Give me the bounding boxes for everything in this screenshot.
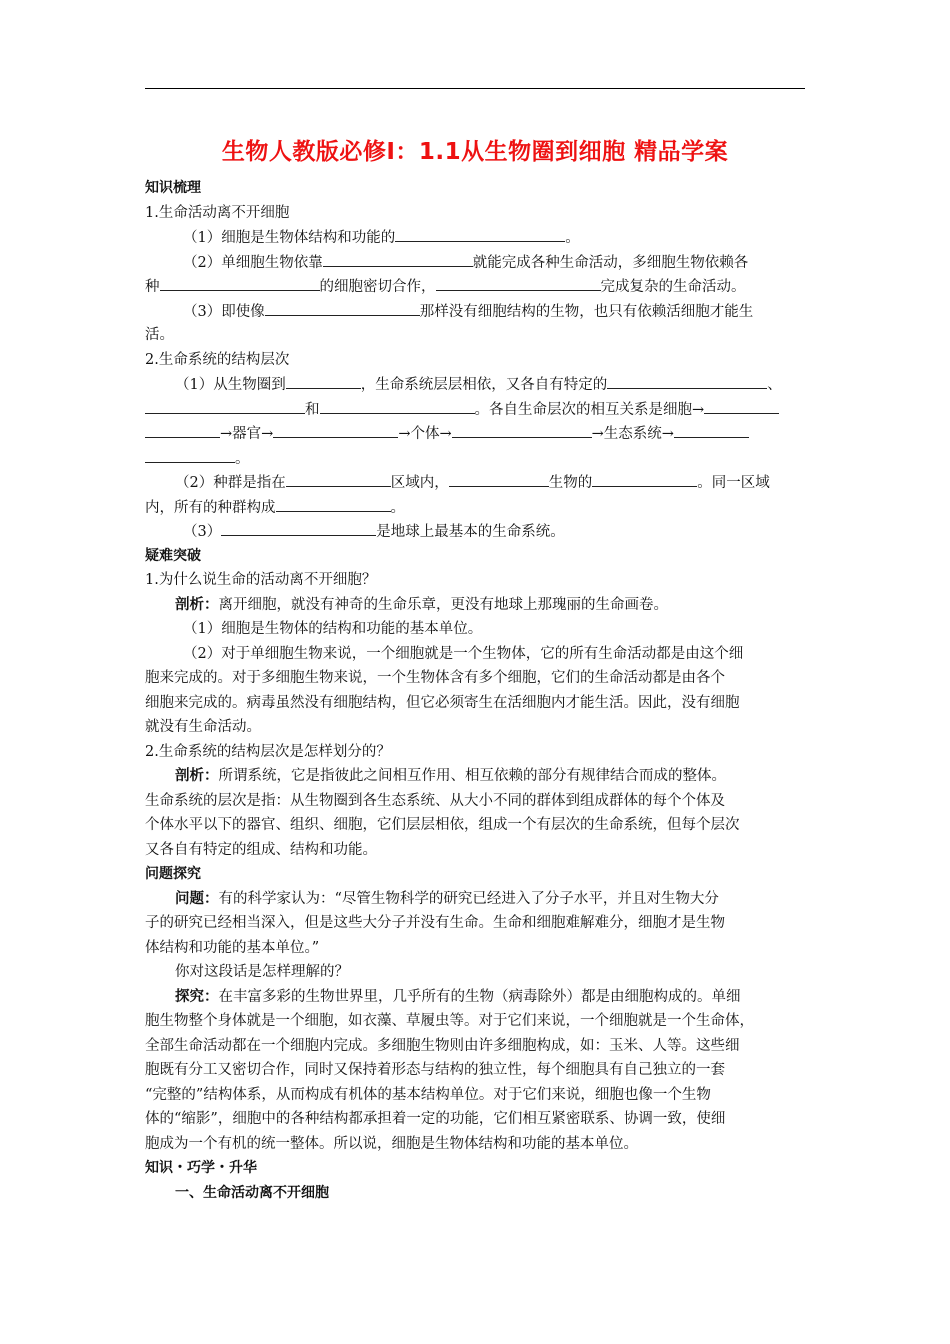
text: 是地球上最基本的生命系统。 [376,524,565,540]
paragraph-line [145,593,810,618]
text: 生物的 [548,475,593,491]
paragraph-line: 全部生命活动都在一个细胞内完成。多细胞生物则由许多细胞构成，如：玉米、人等。这些细 [145,1037,740,1054]
paragraph-line [145,495,810,520]
paragraph-line [145,299,810,324]
question-title: 1.为什么说生命的活动离不开细胞？ [145,572,377,588]
section-heading-yinan-tupo: 疑难突破 [145,547,201,564]
text: ，生命系统层层相依，又各自有特定的 [360,377,608,393]
text: 完成复杂的生命活动。 [600,279,746,295]
paragraph-line: （2）对于单细胞生物来说，一个细胞就是一个生物体，它的所有生命活动都是由这个细 [183,645,744,662]
fill-blank [273,421,398,438]
paragraph-line: 生命系统的层次是指：从生物圈到各生态系统、从大小不同的群体到组成群体的每个个体及 [145,792,725,809]
text: （2）单细胞生物依靠 [183,254,323,271]
text: 和 [305,401,320,418]
text: 。 [235,450,250,467]
fill-blank [436,274,601,291]
paragraph-line: “完整的”结构体系，从而构成有机体的基本结构单位。对于它们来说，细胞也像一个生物 [145,1086,711,1103]
paragraph-line [145,985,810,1010]
fill-blank [704,397,779,414]
document-title: 生物人教版必修Ⅰ：1.1从生物圈到细胞 精品学案 [221,139,729,165]
fill-blank [607,372,767,389]
fill-blank [449,470,549,487]
section-heading-zhishi-shuli: 知识梳理 [145,180,201,196]
paragraph-line: 细胞来完成的。病毒虽然没有细胞结构，但它必须寄生在活细胞内才能生活。因此，没有细胞 [145,694,740,711]
paragraph-line [145,421,810,446]
text: 种 [145,279,160,295]
paragraph-line [145,225,810,250]
text: 在丰富多彩的生物世界里，几乎所有的生物（病毒除外）都是由细胞构成的。单细 [218,988,741,1005]
label-tanjiu: 探究： [175,988,219,1005]
fill-blank [276,495,391,512]
text: 。各自生命层次的相互关系是细胞→ [474,401,705,418]
fill-blank [265,299,420,316]
paragraph-line: 子的研究已经相当深入，但是这些大分子并没有生命。生命和细胞难解难分，细胞才是生物 [145,915,725,931]
fill-blank [145,421,220,438]
paragraph-line: 胞成为一个有机的统一整体。所以说，细胞是生物体结构和功能的基本单位。 [145,1135,638,1152]
paragraph-line [145,274,810,299]
text: 就能完成各种生命活动，多细胞生物依赖各 [472,254,749,271]
paragraph-line [145,250,810,275]
paragraph-line: 就没有生命活动。 [145,719,261,735]
text: 的细胞密切合作， [319,279,436,295]
paragraph-line: 个体水平以下的器官、组织、细胞，它们层层相依，组成一个有层次的生命系统，但每个层次 [145,817,740,833]
paragraph-line: 体的“缩影”，细胞中的各种结构都承担着一定的功能，它们相互紧密联系、协调一致，使细 [145,1111,726,1127]
paragraph-line: （1）细胞是生物体的结构和功能的基本单位。 [183,621,483,637]
paragraph-line [145,372,810,397]
paragraph-line [145,397,810,422]
fill-blank [674,421,749,438]
text: 、 [767,377,782,393]
item-title: 2.生命系统的结构层次 [145,351,290,368]
fill-blank [221,519,376,536]
paragraph-line [145,887,810,912]
paragraph-line: 又各自有特定的组成、结构和功能。 [145,841,377,858]
text: （1）细胞是生物体结构和功能的 [183,230,396,246]
fill-blank [323,250,473,267]
text: →生态系统→ [591,426,674,442]
paragraph-line: 胞来完成的。对于多细胞生物来说，一个生物体含有多个细胞，它们的生命活动都是由各个 [145,670,725,686]
text: 。 [390,499,405,516]
text: →个体→ [398,426,452,442]
text: 离开细胞，就没有神奇的生命乐章，更没有地球上那瑰丽的生命画卷。 [218,596,668,613]
question-title: 2.生命系统的结构层次是怎样划分的？ [145,743,391,760]
text: 所谓系统，它是指彼此之间相互作用、相互依赖的部分有规律结合而成的整体。 [218,768,726,784]
text: 。同一区域 [697,475,770,491]
fill-blank [592,470,697,487]
item-title: 1.生命活动离不开细胞 [145,204,290,221]
fill-blank [160,274,320,291]
fill-blank [320,397,475,414]
paragraph-line: 体结构和功能的基本单位。” [145,939,320,956]
label-poxi: 剖析： [175,596,219,613]
subsection-heading: 一、生命活动离不开细胞 [175,1184,329,1201]
paragraph-line [145,446,810,471]
paragraph-line [145,519,810,544]
text: （3） [183,524,222,540]
fill-blank [145,397,305,414]
text: 那样没有细胞结构的生物，也只有依赖活细胞才能生 [419,303,754,320]
text: （3）即使像 [183,303,265,320]
text: 区域内， [390,475,449,491]
paragraph-line [145,470,810,495]
header-rule [145,88,805,89]
fill-blank [452,421,592,438]
paragraph-line: 胞生物整个身体就是一个细胞，如衣藻、草履虫等。对于它们来说，一个细胞就是一个生命体， [145,1013,754,1029]
section-heading-zhishi-qiaoxue: 知识・巧学・升华 [145,1160,257,1176]
text: 内，所有的种群构成 [145,499,276,516]
label-poxi: 剖析： [175,768,219,784]
text: →器官→ [220,426,274,442]
text: （2）种群是指在 [175,475,286,491]
fill-blank [286,470,391,487]
fill-blank [286,372,361,389]
paragraph-line: 你对这段话是怎样理解的？ [175,964,349,980]
section-heading-wenti-tanjiu: 问题探究 [145,866,201,882]
paragraph-line: 活。 [145,327,174,343]
text: （1）从生物圈到 [175,377,286,393]
label-wenti: 问题： [175,890,219,907]
document-body [145,176,810,1205]
text: 有的科学家认为：“尽管生物科学的研究已经进入了分子水平，并且对生物大分 [218,890,719,907]
paragraph-line: 胞既有分工又密切合作，同时又保持着形态与结构的独立性，每个细胞具有自己独立的一套 [145,1062,725,1078]
text: 。 [565,230,580,246]
fill-blank [145,446,235,463]
paragraph-line [145,764,810,789]
fill-blank [395,225,565,242]
